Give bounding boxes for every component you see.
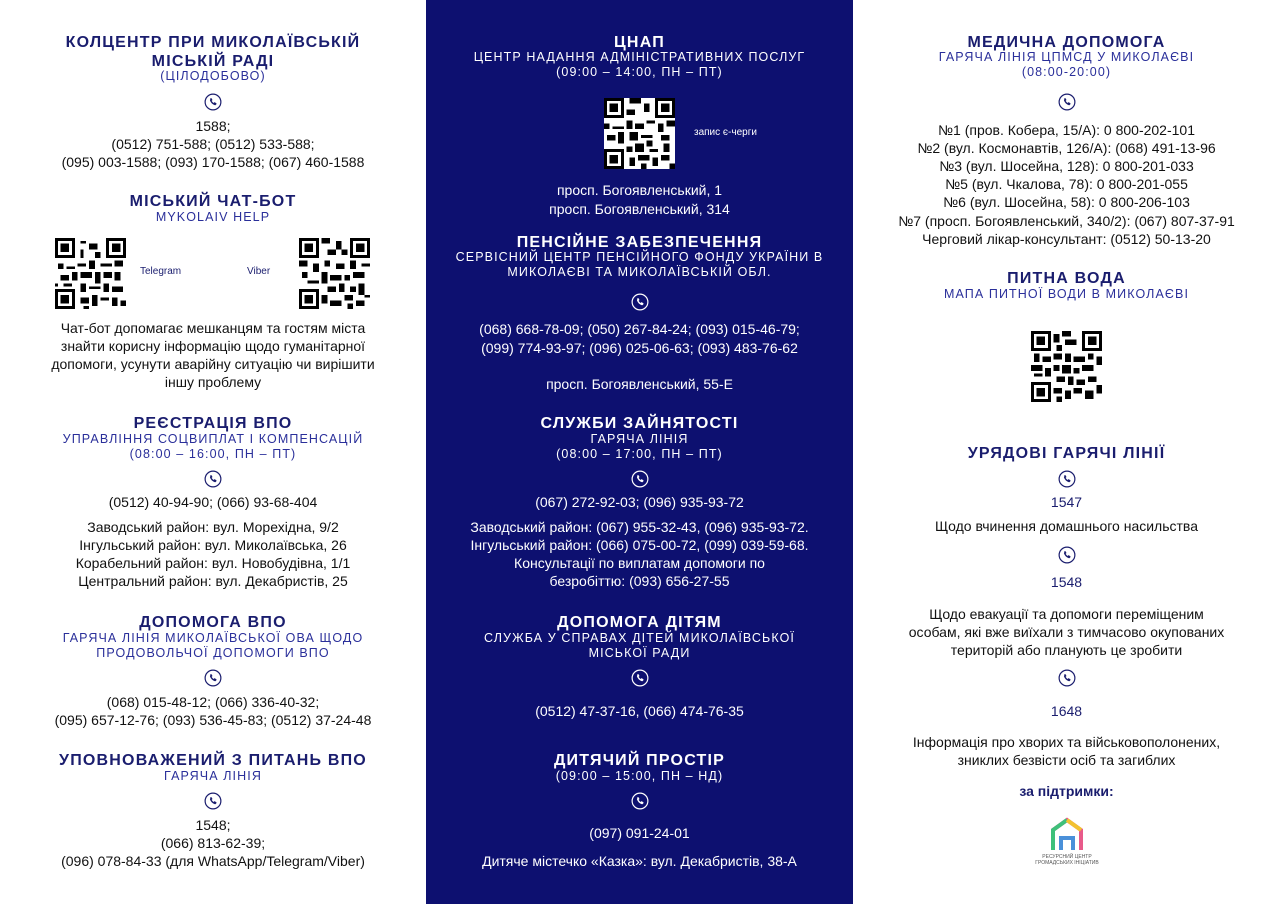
employment-title: СЛУЖБИ ЗАЙНЯТОСТІ xyxy=(540,415,739,432)
chatbot-title: МІСЬКИЙ ЧАТ-БОТ xyxy=(129,193,297,210)
vpo-registration-addr-1: Заводський район: вул. Морехідна, 9/2 xyxy=(87,519,339,535)
callcenter-title: КОЛЦЕНТР ПРИ МИКОЛАЇВСЬКІЙ xyxy=(65,34,361,51)
medical-subtitle: ГАРЯЧА ЛІНІЯ ЦПМСД У МИКОЛАЄВІ xyxy=(938,50,1195,64)
children-help-subtitle-1: СЛУЖБА У СПРАВАХ ДІТЕЙ МИКОЛАЇВСЬКОЇ xyxy=(484,631,795,645)
cnap-subtitle: ЦЕНТР НАДАННЯ АДМІНІСТРАТИВНИХ ПОСЛУГ xyxy=(473,50,806,64)
viber-qr-code[interactable] xyxy=(299,238,370,309)
kids-space-hours: (09:00 – 15:00, ПН – НД) xyxy=(555,769,724,783)
hotline-1548-number[interactable]: 1548 xyxy=(1050,574,1083,590)
employment-line-2[interactable]: Інгульський район: (066) 075-00-72, (099) 039-59-68. xyxy=(470,537,809,553)
hotline-1548-desc-2: особам, які вже виїхали з тимчасово окупованих xyxy=(908,624,1225,640)
chatbot-subtitle: MYKOLAIV HELP xyxy=(155,210,271,224)
hotline-1547-desc: Щодо вчинення домашнього насильства xyxy=(935,518,1198,534)
resource-center-logo xyxy=(1031,814,1103,870)
cnap-queue-qr-code[interactable] xyxy=(604,98,675,169)
logo-line-2: ГРОМАДСЬКИХ ІНІЦІАТИВ xyxy=(1035,860,1099,866)
employment-line-3: Консультації по виплатам допомоги по xyxy=(514,555,765,571)
employment-hours: (08:00 – 17:00, ПН – ПТ) xyxy=(556,447,723,461)
children-help-subtitle-2: МІСЬКОЇ РАДИ xyxy=(588,646,691,660)
phone-icon xyxy=(0,669,426,687)
hotline-1648-desc-2: зниклих безвісти осіб та загиблих xyxy=(957,752,1176,768)
cnap-address-2: просп. Богоявленський, 314 xyxy=(549,201,730,217)
vpo-help-subtitle-2: ПРОДОВОЛЬЧОЇ ДОПОМОГИ ВПО xyxy=(96,646,330,660)
medical-line-2[interactable]: №2 (вул. Космонавтів, 126/А): (068) 491-13-96 xyxy=(917,140,1216,156)
cnap-hours: (09:00 – 14:00, ПН – ПТ) xyxy=(556,65,723,79)
chatbot-desc-1: Чат-бот допомагає мешканцям та гостям міста xyxy=(60,320,366,336)
gov-hotlines-title: УРЯДОВІ ГАРЯЧІ ЛІНІЇ xyxy=(967,445,1166,462)
pension-phones-1[interactable]: (068) 668-78-09; (050) 267-84-24; (093) 015-46-79; xyxy=(479,321,800,337)
employment-subtitle: ГАРЯЧА ЛІНІЯ xyxy=(590,432,689,446)
cnap-address-1: просп. Богоявленський, 1 xyxy=(556,182,723,198)
phone-icon xyxy=(853,93,1280,111)
vpo-registration-subtitle: УПРАВЛІННЯ СОЦВИПЛАТ І КОМПЕНСАЦІЙ xyxy=(62,432,364,446)
employment-line-1[interactable]: Заводський район: (067) 955-32-43, (096) 935-93-72. xyxy=(470,519,809,535)
callcenter-line-1[interactable]: 1588; xyxy=(195,118,231,134)
vpo-help-subtitle-1: ГАРЯЧА ЛІНІЯ МИКОЛАЇВСЬКОЇ ОВА ЩОДО xyxy=(62,631,364,645)
medical-line-3[interactable]: №3 (вул. Шосейна, 128): 0 800-201-033 xyxy=(939,158,1194,174)
medical-line-6[interactable]: №7 (просп. Богоявленський, 340/2): (067) 807-37-91 xyxy=(898,213,1235,229)
left-column xyxy=(0,0,426,904)
hotline-1648-desc-1: Інформація про хворих та військовополонених, xyxy=(912,734,1221,750)
vpo-registration-addr-2: Інгульський район: вул. Миколаївська, 26 xyxy=(79,537,347,553)
logo-line-1: РЕСУРСНИЙ ЦЕНТР xyxy=(1042,854,1092,860)
vpo-registration-title: РЕЄСТРАЦІЯ ВПО xyxy=(133,415,293,432)
chatbot-desc-3: допомоги, усунути аварійну ситуацію чи вирішити xyxy=(51,356,375,372)
phone-icon xyxy=(853,546,1280,564)
kids-space-title: ДИТЯЧИЙ ПРОСТІР xyxy=(553,752,726,769)
vpo-officer-line-1[interactable]: 1548; xyxy=(195,817,231,833)
pension-address: просп. Богоявленський, 55-Е xyxy=(546,376,733,392)
kids-space-address: Дитяче містечко «Казка»: вул. Декабристів, 38-А xyxy=(482,853,797,869)
cnap-title: ЦНАП xyxy=(614,34,665,51)
telegram-label: Telegram xyxy=(140,266,182,277)
vpo-help-title: ДОПОМОГА ВПО xyxy=(139,614,287,631)
callcenter-hours: (ЦІЛОДОБОВО) xyxy=(160,69,266,83)
vpo-officer-title: УПОВНОВАЖЕНИЙ З ПИТАНЬ ВПО xyxy=(59,752,367,769)
employment-line-4[interactable]: безробіттю: (093) 656-27-55 xyxy=(549,573,730,589)
viber-label: Viber xyxy=(247,266,271,277)
medical-title: МЕДИЧНА ДОПОМОГА xyxy=(967,34,1166,51)
chatbot-desc-4: іншу проблему xyxy=(164,374,262,390)
vpo-registration-addr-4: Центральний район: вул. Декабристів, 25 xyxy=(78,573,348,589)
kids-space-phone[interactable]: (097) 091-24-01 xyxy=(589,825,690,841)
vpo-registration-phones[interactable]: (0512) 40-94-90; (066) 93-68-404 xyxy=(108,494,318,510)
cnap-queue-label: запис є-черги xyxy=(694,127,757,138)
pension-subtitle-1: СЕРВІСНИЙ ЦЕНТР ПЕНСІЙНОГО ФОНДУ УКРАЇНИ В xyxy=(455,250,824,264)
vpo-help-line-2[interactable]: (095) 657-12-76; (093) 536-45-83; (0512) 37-24-48 xyxy=(54,712,372,728)
hotline-1548-desc-3: територій або планують це зробити xyxy=(950,642,1183,658)
hotline-1548-desc-1: Щодо евакуації та допомоги переміщеним xyxy=(929,606,1204,622)
medical-line-5[interactable]: №6 (вул. Шосейна, 58): 0 800-206-103 xyxy=(943,194,1190,210)
phone-icon xyxy=(0,93,426,111)
phone-icon xyxy=(853,470,1280,488)
phone-icon xyxy=(426,470,853,488)
vpo-officer-line-3[interactable]: (096) 078-84-33 (для WhatsApp/Telegram/Viber) xyxy=(61,853,365,869)
support-label: за підтримки: xyxy=(1019,783,1114,799)
vpo-help-line-1[interactable]: (068) 015-48-12; (066) 336-40-32; xyxy=(106,694,320,710)
right-column xyxy=(853,0,1280,904)
phone-icon xyxy=(853,669,1280,687)
chatbot-desc-2: знайти корисну інформацію щодо гуманітарної xyxy=(60,338,366,354)
phone-icon xyxy=(0,470,426,488)
phone-icon xyxy=(426,792,853,810)
children-help-title: ДОПОМОГА ДІТЯМ xyxy=(557,614,722,631)
vpo-registration-addr-3: Корабельний район: вул. Новобудівна, 1/1 xyxy=(75,555,351,571)
medical-line-1[interactable]: №1 (пров. Кобера, 15/А): 0 800-202-101 xyxy=(938,122,1195,138)
house-logo-icon xyxy=(1031,814,1103,854)
vpo-officer-subtitle: ГАРЯЧА ЛІНІЯ xyxy=(164,769,262,783)
hotline-1648-number[interactable]: 1648 xyxy=(1050,703,1083,719)
callcenter-line-3[interactable]: (095) 003-1588; (093) 170-1588; (067) 460-1588 xyxy=(61,154,365,170)
pension-subtitle-2: МИКОЛАЄВІ ТА МИКОЛАЇВСЬКІЙ ОБЛ. xyxy=(507,265,772,279)
medical-line-7[interactable]: Черговий лікар-консультант: (0512) 50-13-20 xyxy=(922,231,1211,247)
vpo-registration-hours: (08:00 – 16:00, ПН – ПТ) xyxy=(129,447,297,461)
phone-icon xyxy=(0,792,426,810)
hotline-1547-number[interactable]: 1547 xyxy=(1050,494,1083,510)
middle-column xyxy=(426,0,853,904)
phone-icon xyxy=(426,669,853,687)
medical-hours: (08:00-20:00) xyxy=(1021,65,1112,79)
medical-line-4[interactable]: №5 (вул. Чкалова, 78): 0 800-201-055 xyxy=(945,176,1188,192)
callcenter-title-2: МІСЬКІЙ РАДІ xyxy=(151,53,275,70)
pension-title: ПЕНСІЙНЕ ЗАБЕЗПЕЧЕННЯ xyxy=(516,234,763,251)
children-help-phones[interactable]: (0512) 47-37-16, (066) 474-76-35 xyxy=(535,703,744,719)
employment-phones[interactable]: (067) 272-92-03; (096) 935-93-72 xyxy=(535,494,744,510)
water-title: ПИТНА ВОДА xyxy=(1007,270,1126,287)
phone-icon xyxy=(426,293,853,311)
vpo-officer-line-2[interactable]: (066) 813-62-39; xyxy=(160,835,266,851)
water-map-qr-code[interactable] xyxy=(1031,331,1102,402)
callcenter-line-2[interactable]: (0512) 751-588; (0512) 533-588; xyxy=(111,136,315,152)
pension-phones-2[interactable]: (099) 774-93-97; (096) 025-06-63; (093) 483-76-62 xyxy=(481,340,798,356)
water-subtitle: МАПА ПИТНОЇ ВОДИ В МИКОЛАЄВІ xyxy=(943,287,1190,301)
telegram-qr-code[interactable] xyxy=(55,238,126,309)
